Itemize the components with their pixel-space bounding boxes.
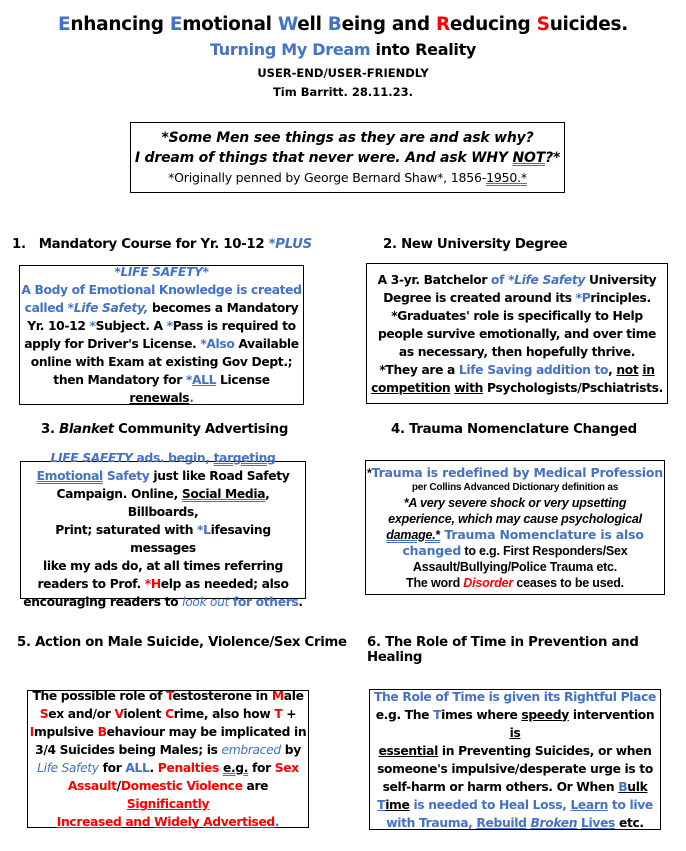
quote-line-1: *Some Men see things as they are and ask why? <box>161 129 534 146</box>
section-2-heading: 2. New University Degree <box>383 237 568 252</box>
section-3-box: LIFE SAFETY ads. begin, targeting Emotional Safety just like Road Safety Campaign. Online, Social Media, Billboards, Print; saturated with *Lifesaving messages like my ads do, at all times referring readers to Prof. *Help as needed; also encouraging readers to look out for others. <box>20 461 306 599</box>
section-1-heading: 1. Mandatory Course for Yr. 10-12 *PLUS <box>12 237 312 252</box>
section-4-heading: 4. Trauma Nomenclature Changed <box>391 422 637 437</box>
quote-box <box>130 122 565 193</box>
section-3-heading: 3. Blanket Community Advertising <box>41 422 289 437</box>
page-subtitle: Turning My Dream into Reality <box>209 40 477 59</box>
title-initial: E <box>58 14 71 35</box>
author-date: Tim Barritt. 28.11.23. <box>272 85 414 99</box>
section-2-box: A 3-yr. Batchelor of *Life Safety University Degree is created around its *Principles. *Graduates' role is specifically to Help people survive emotionally, and over time as necessary, then hopefully thrive. *They are a Life Saving addition to, not in competition with Psychologists/Pschiatrists. <box>366 263 668 404</box>
section-5-heading: 5. Action on Male Suicide, Violence/Sex Crime <box>17 635 347 650</box>
section-5-box: The possible role of Testosterone in Male Sex and/or Violent Crime, also how T + Impulsive Behaviour may be implicated in 3/4 Suicides being Males; is embraced by Life Safety for ALL. Penalties e.g. for Sex Assault/Domestic Violence are Significantly Increased and Widely Advertised. <box>27 690 309 828</box>
page-title: Enhancing Emotional Well Being and Reducing Suicides. <box>58 14 628 35</box>
quote-line-2: I dream of things that never were. And ask WHY NOT?* <box>134 149 561 166</box>
section-6-heading: 6. The Role of Time in Prevention and Healing <box>367 635 639 665</box>
tagline: USER-END/USER-FRIENDLY <box>257 66 429 80</box>
section-1-box: *LIFE SAFETY* A Body of Emotional Knowledge is created called *Life Safety, becomes a Mandatory Yr. 10-12 *Subject. A *Pass is required to apply for Driver's License. *Also Available online with Exam at existing Gov Dept.; then Mandatory for *ALL License renewals. <box>19 265 304 405</box>
quote-attribution: *Originally penned by George Bernard Shaw*, 1856-1950.* <box>168 169 527 185</box>
section-6-box: The Role of Time is given its Rightful Place e.g. The Times where speedy intervention is essential in Preventing Suicides, or when someone's impulsive/desperate urge is to self-harm or harm others. Or When Bulk Time is needed to Heal Loss, Learn to live with Trauma, Rebuild Broken Lives etc. <box>369 689 661 830</box>
section-4-box: *Trauma is redefined by Medical Profession per Collins Advanced Dictionary definition as *A very severe shock or very upsetting experience, which may cause psychological damage.* Trauma Nomenclature is also changed to e.g. First Responders/Sex Assault/Bullying/Police Trauma etc. The word Disorder ceases to be used. <box>365 460 665 595</box>
